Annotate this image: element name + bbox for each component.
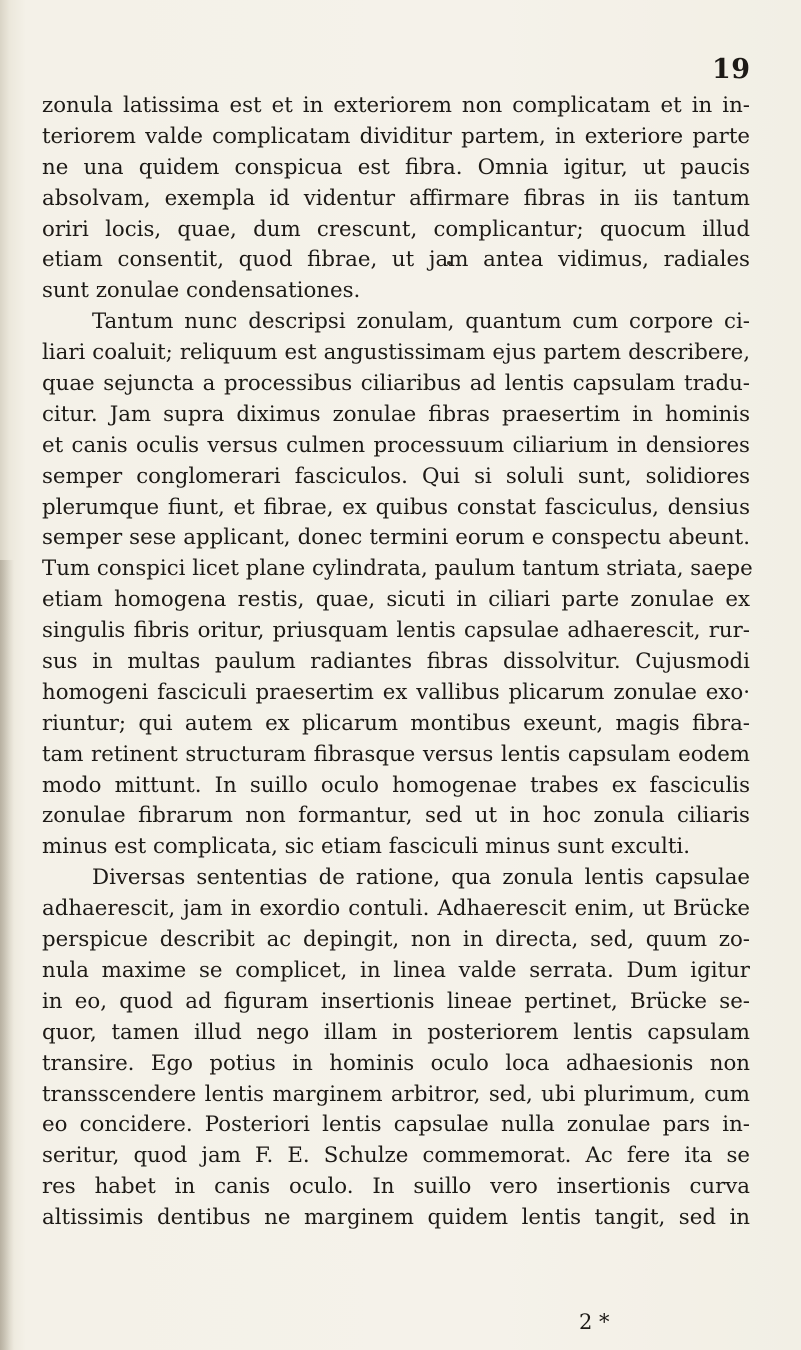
- text-line: nula maxime se complicet, in linea valde serrata. Dum igitur: [42, 957, 750, 983]
- text-line: zonulae fibrarum non formantur, sed ut in hoc zonula ciliaris: [42, 803, 750, 829]
- text-line: tam retinent structuram fibrasque versus lentis capsulam eodem: [42, 741, 750, 767]
- text-line: transscendere lentis marginem arbitror, sed, ubi plurimum, cum: [42, 1081, 750, 1107]
- text-line: liari coaluit; reliquum est angustissimam ejus partem describere,: [42, 340, 750, 366]
- text-line: res habet in canis oculo. In suillo vero insertionis curva: [42, 1174, 750, 1200]
- text-line: teriorem valde complicatam dividitur partem, in exteriore parte: [42, 123, 750, 149]
- paragraph-start-line: Tantum nunc descripsi zonulam, quantum cum corpore ci-: [92, 309, 750, 335]
- text-line: transire. Ego potius in hominis oculo loca adhaesionis non: [42, 1050, 750, 1076]
- text-line: quae sejuncta a processibus ciliaribus ad lentis capsulam tradu-: [42, 371, 750, 397]
- text-line: homogeni fasciculi praesertim ex vallibus plicarum zonulae exo·: [42, 679, 750, 705]
- text-line: perspicue describit ac depingit, non in directa, sed, quum zo-: [42, 927, 750, 953]
- text-line: semper sese applicant, donec termini eorum e conspectu abeunt.: [42, 525, 750, 551]
- text-line: sunt zonulae condensationes.: [42, 278, 361, 304]
- text-line: absolvam, exempla id videntur affirmare fibras in iis tantum: [42, 185, 750, 211]
- text-line: oriri locis, quae, dum crescunt, complicantur; quocum illud: [42, 216, 750, 242]
- text-line: modo mittunt. In suillo oculo homogenae trabes ex fasciculis: [42, 772, 750, 798]
- binding-shadow: [0, 560, 14, 1350]
- text-line: quor, tamen illud nego illam in posteriorem lentis capsulam: [42, 1019, 750, 1045]
- text-line: etiam consentit, quod fibrae, ut jam antea vidimus, radiales: [42, 247, 750, 273]
- text-line: ne una quidem conspicua est fibra. Omnia igitur, ut paucis: [42, 154, 750, 180]
- text-line: etiam homogena restis, quae, sicuti in ciliari parte zonulae ex: [42, 587, 750, 613]
- page-number: 19: [712, 54, 751, 85]
- text-line: et canis oculis versus culmen processuum ciliarium in densiores: [42, 432, 750, 458]
- text-line: altissimis dentibus ne marginem quidem lentis tangit, sed in: [42, 1205, 750, 1231]
- text-line: eo concidere. Posteriori lentis capsulae nulla zonulae pars in-: [42, 1112, 750, 1138]
- text-line: singulis fibris oritur, priusquam lentis capsulae adhaerescit, rur-: [42, 618, 750, 644]
- signature-mark: 2 *: [579, 1310, 610, 1334]
- text-line: zonula latissima est et in exteriorem non complicatam et in in-: [42, 93, 750, 118]
- text-line: riuntur; qui autem ex plicarum montibus exeunt, magis fibra-: [42, 710, 750, 736]
- text-line: semper conglomerari fasciculos. Qui si soluli sunt, solidiores: [42, 463, 750, 489]
- text-line: seritur, quod jam F. E. Schulze commemorat. Ac fere ita se: [42, 1143, 750, 1169]
- text-line: minus est complicata, sic etiam fasciculi minus sunt exculti.: [42, 834, 691, 860]
- text-line: Tum conspici licet plane cylindrata, paulum tantum striata, saepe: [42, 556, 753, 582]
- paragraph-start-line: Diversas sententias de ratione, qua zonula lentis capsulae: [92, 865, 750, 891]
- text-line: sus in multas paulum radiantes fibras dissolvitur. Cujusmodi: [42, 649, 750, 675]
- text-line: adhaerescit, jam in exordio contuli. Adhaerescit enim, ut Brücke: [42, 896, 750, 922]
- text-line: citur. Jam supra diximus zonulae fibras praesertim in hominis: [42, 401, 750, 427]
- text-line: plerumque fiunt, et fibrae, ex quibus constat fasciculus, densius: [42, 494, 750, 520]
- body-text: [42, 91, 753, 1234]
- text-line: in eo, quod ad figuram insertionis lineae pertinet, Brücke se-: [42, 988, 750, 1014]
